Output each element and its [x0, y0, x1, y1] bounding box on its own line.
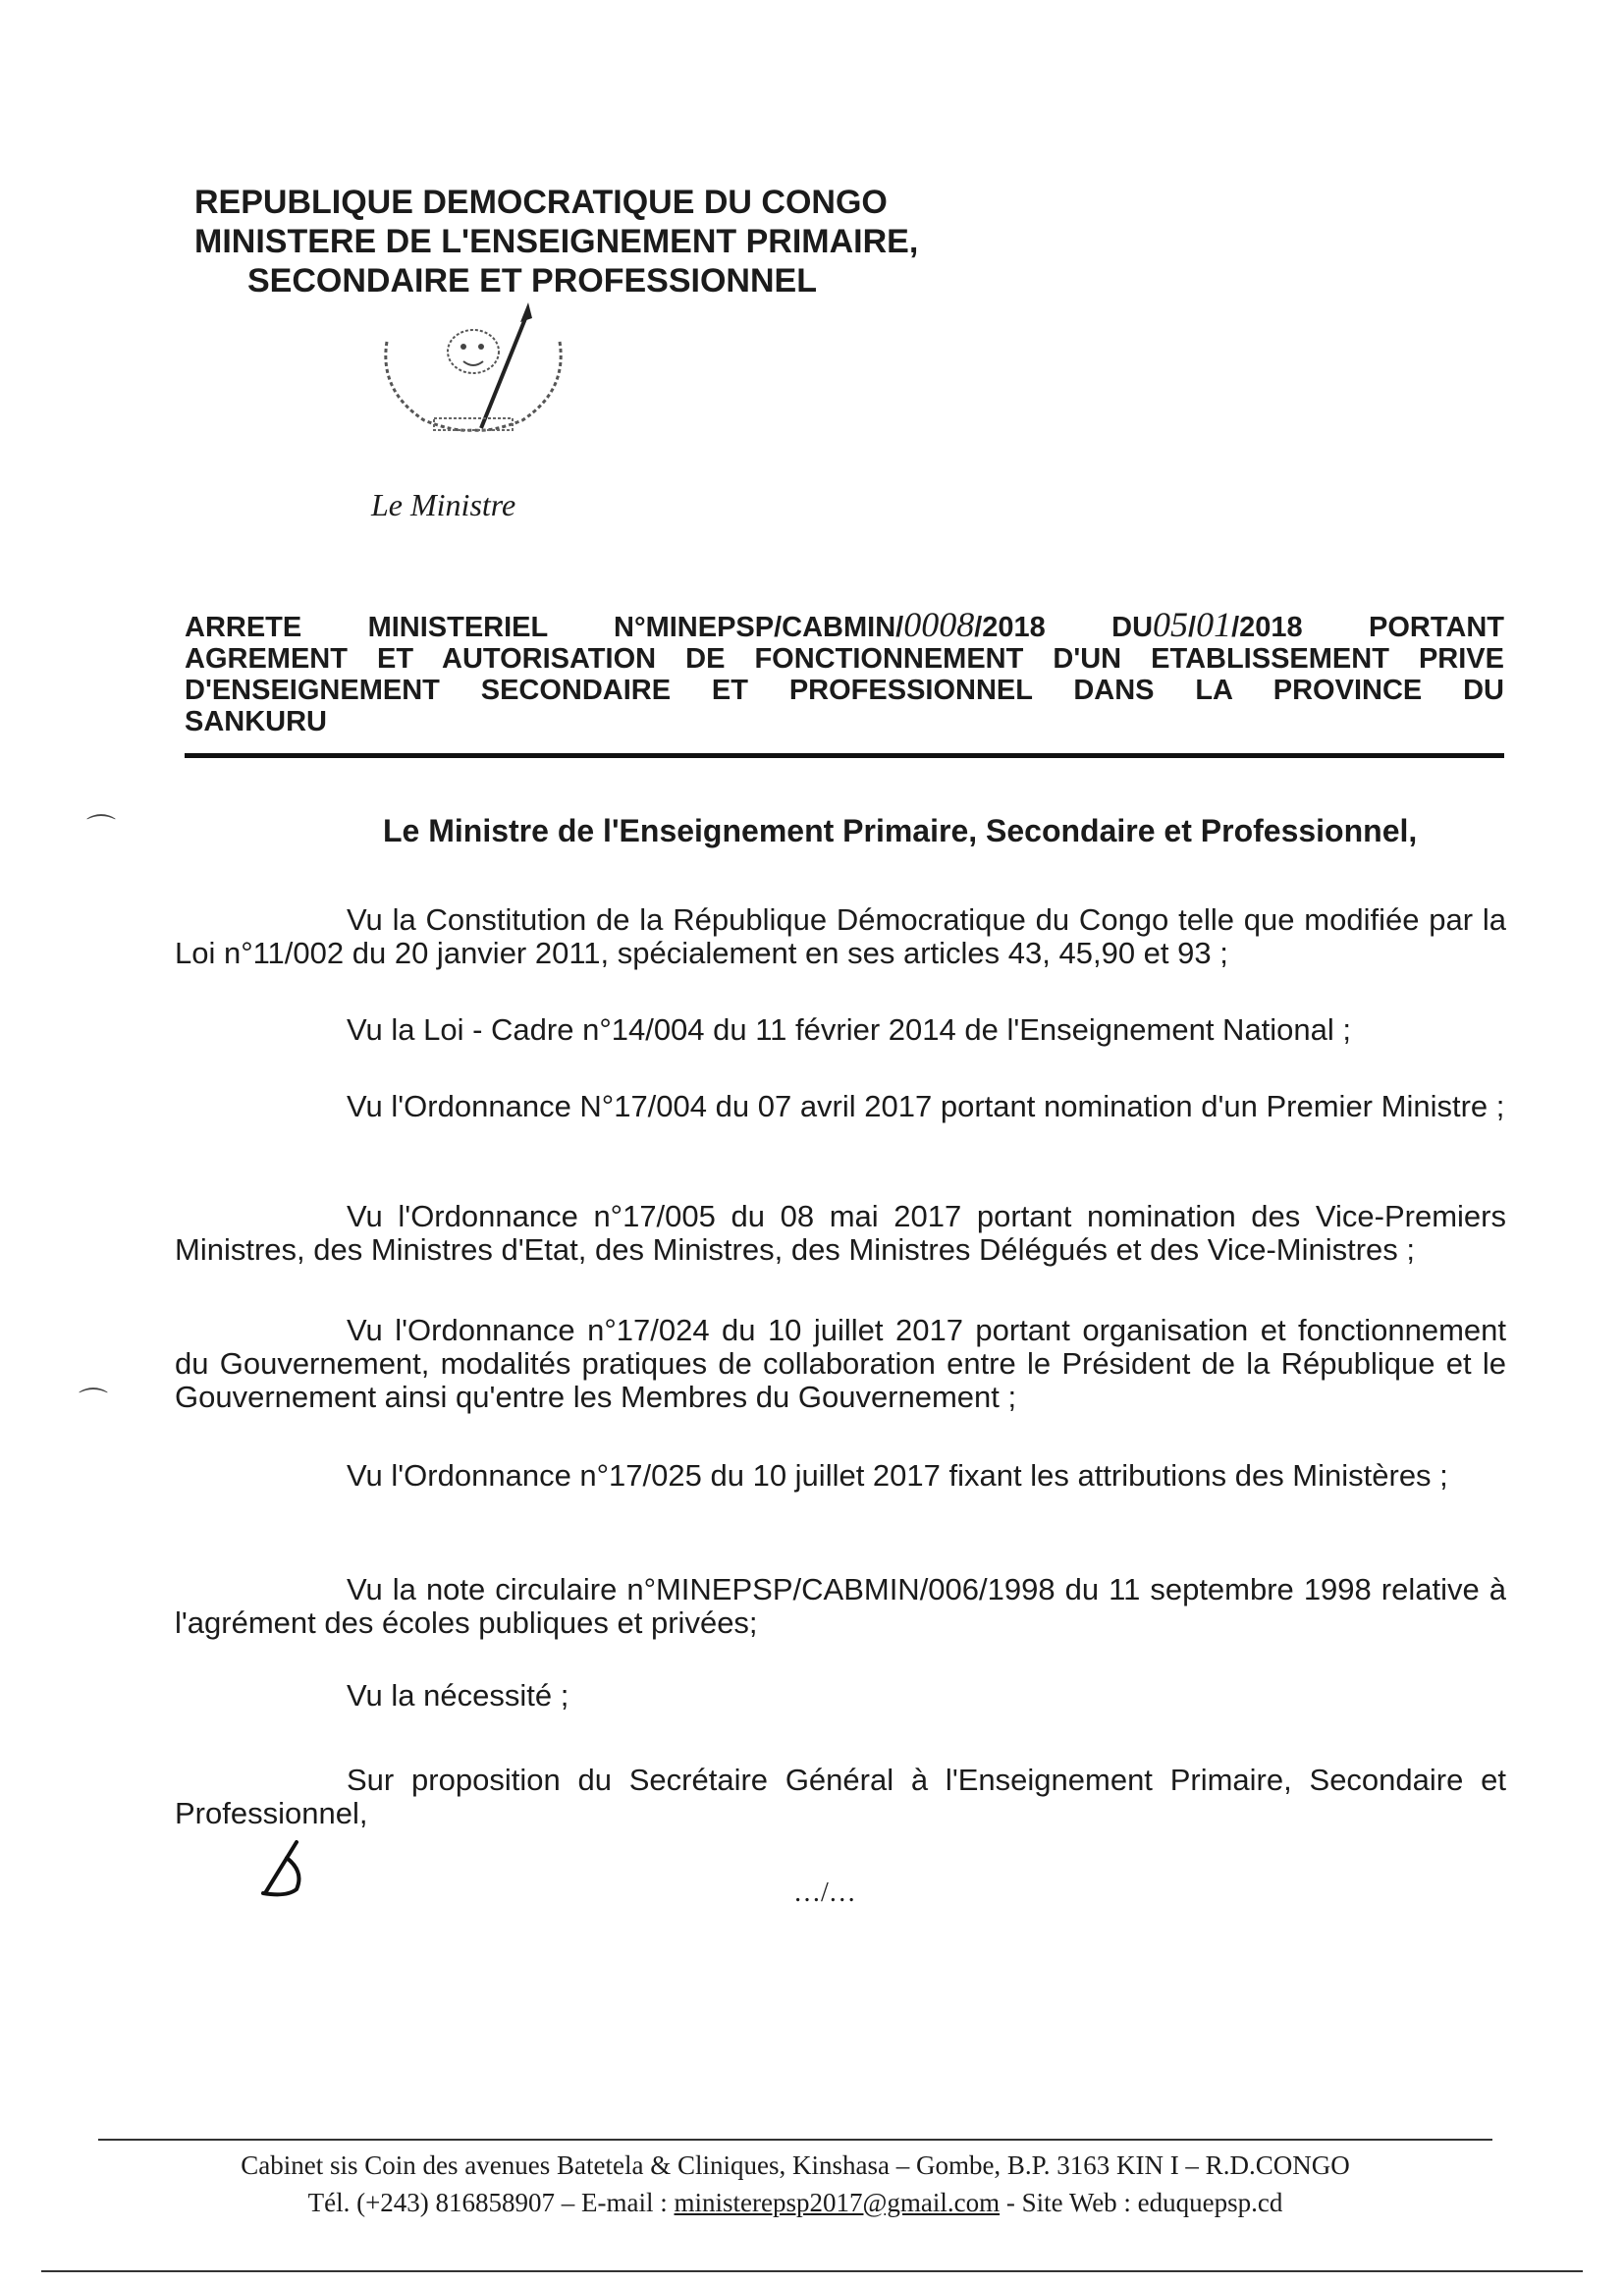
continuation-marker: …/…	[793, 1877, 856, 1908]
handwritten-initials	[257, 1838, 308, 1899]
minister-signature-label: Le Ministre	[371, 487, 516, 522]
paragraph-constitution: Vu la Constitution de la République Démocratique du Congo telle que modifiée par la Loi n°11/002 du 20 janvier 2011, spécialement en ses articles 43, 45,90 et 93 ;	[175, 902, 1506, 970]
footer-rule	[98, 2139, 1492, 2141]
header-ministry-cont: SECONDAIRE ET PROFESSIONNEL	[247, 262, 817, 299]
footer-address: Cabinet sis Coin des avenues Batetela & Cliniques, Kinshasa – Gombe, B.P. 3163 KIN I – R.D.CONGO	[241, 2150, 1350, 2180]
paragraph-proposition: Sur proposition du Secrétaire Général à l'Enseignement Primaire, Secondaire et Professionnel,	[175, 1763, 1506, 1830]
paragraph-loi-cadre: Vu la Loi - Cadre n°14/004 du 11 février 2014 de l'Enseignement National ;	[347, 1012, 1352, 1047]
footer-website: - Site Web : eduquepsp.cd	[1000, 2188, 1283, 2217]
minister-title: Le Ministre de l'Enseignement Primaire, Secondaire et Professionnel,	[383, 813, 1418, 848]
decree-title-line2: AGREMENT ET AUTORISATION DE FONCTIONNEMENT D'UN ETABLISSEMENT PRIVE	[185, 643, 1504, 675]
decree-prefix: ARRETE MINISTERIEL N°MINEPSP/CABMIN/	[185, 612, 904, 643]
decree-title	[185, 605, 1504, 737]
footer-email-link[interactable]: ministerepsp2017@gmail.com	[674, 2188, 1001, 2217]
page-bottom-rule	[41, 2270, 1583, 2272]
decree-date-sep: /	[1188, 612, 1197, 643]
scan-mark: ⌒	[86, 814, 116, 846]
paragraph-note-circulaire: Vu la note circulaire n°MINEPSP/CABMIN/006/1998 du 11 septembre 1998 relative à l'agrément des écoles publiques et privées;	[175, 1572, 1506, 1640]
decree-year: /2018 DU	[974, 612, 1154, 643]
header-republic: REPUBLIQUE DEMOCRATIQUE DU CONGO	[194, 184, 888, 221]
paragraph-ordonnance-premier-ministre: Vu l'Ordonnance N°17/004 du 07 avril 2017 portant nomination d'un Premier Ministre ;	[347, 1089, 1505, 1123]
header-ministry: MINISTERE DE L'ENSEIGNEMENT PRIMAIRE,	[194, 223, 919, 260]
paragraph-ordonnance-attributions: Vu l'Ordonnance n°17/025 du 10 juillet 2017 fixant les attributions des Ministères ;	[347, 1458, 1448, 1493]
decree-number: 0008	[903, 605, 975, 644]
decree-title-line4: SANKURU	[185, 706, 327, 737]
scan-mark: ⌒	[79, 1387, 108, 1420]
decree-title-line3: D'ENSEIGNEMENT SECONDAIRE ET PROFESSIONNEL DANS LA PROVINCE DU	[185, 675, 1504, 706]
decree-title-line1	[185, 605, 1504, 644]
decree-title-rule	[185, 753, 1504, 758]
decree-suffix: /2018 PORTANT	[1231, 612, 1504, 643]
footer-contact: Tél. (+243) 816858907 – E-mail : ministerepsp2017@gmail.com - Site Web : eduquepsp.cd	[307, 2188, 1283, 2217]
decree-day: 05	[1153, 605, 1189, 644]
paragraph-necessite: Vu la nécessité ;	[347, 1678, 569, 1713]
decree-month: 01	[1196, 605, 1232, 644]
paragraph-ordonnance-vice-premiers: Vu l'Ordonnance n°17/005 du 08 mai 2017 portant nomination des Vice-Premiers Ministres, des Ministres d'Etat, des Ministres, des Ministres Délégués et des Vice-Ministres ;	[175, 1199, 1506, 1267]
paragraph-ordonnance-gouvernement: Vu l'Ordonnance n°17/024 du 10 juillet 2017 portant organisation et fonctionnement du Gouvernement, modalités pratiques de collaboration entre le Président de la République et le Gouvernement ainsi qu'entre les Membres du Gouvernement ;	[175, 1313, 1506, 1414]
coat-of-arms-emblem	[365, 293, 581, 440]
